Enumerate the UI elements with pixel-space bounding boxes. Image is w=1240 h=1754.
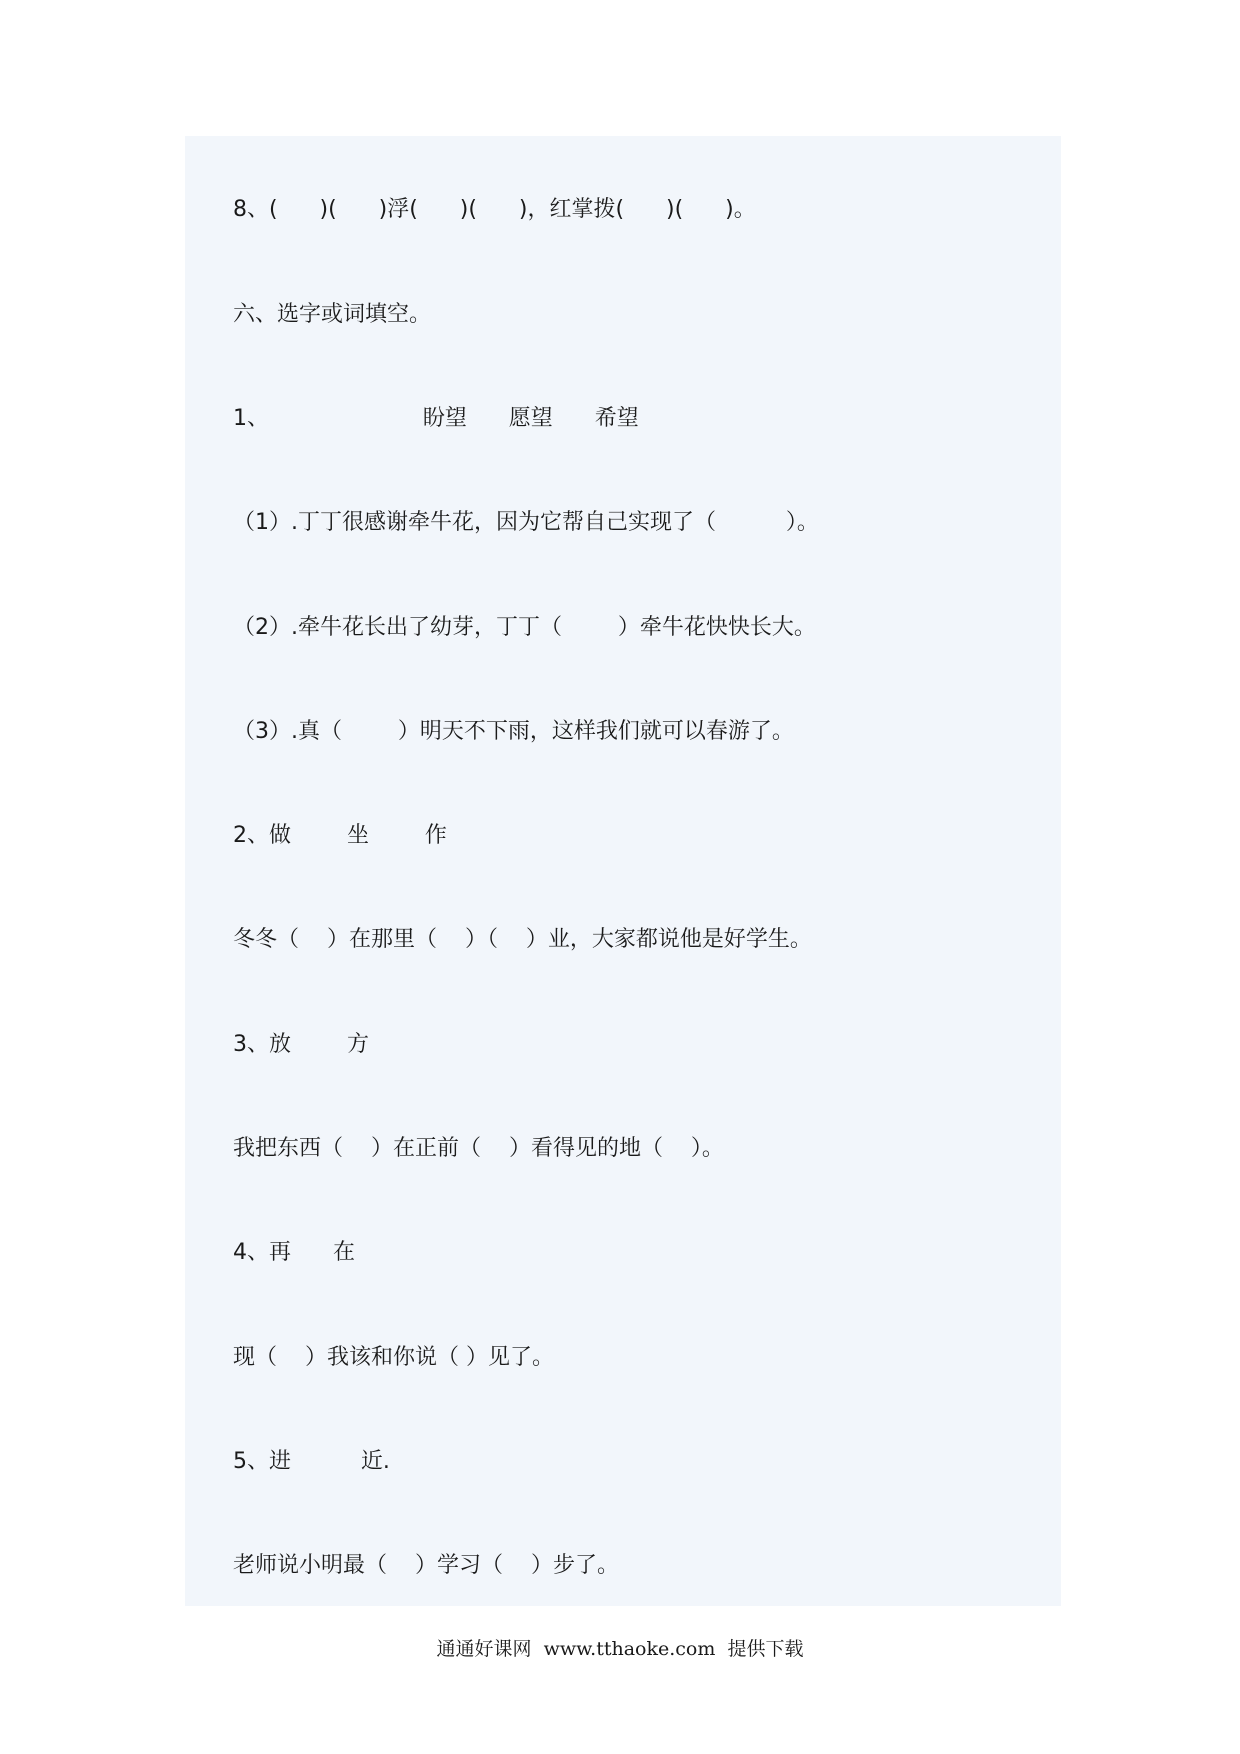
item-2-sentence: 冬冬（ ）在那里（ ）（ ）业，大家都说他是好学生。 <box>233 927 812 952</box>
item-4-sentence: 现（ ）我该和你说（ ）见了。 <box>233 1345 554 1370</box>
item-1-sentence-3: （3）.真（ ）明天不下雨，这样我们就可以春游了。 <box>233 719 794 744</box>
page-footer: 通通好课网 www.tthaoke.com 提供下载 <box>436 1638 804 1660</box>
question-8-line: 8、( )( )浮( )( )，红掌拨( )( )。 <box>233 197 756 222</box>
item-1-word-choices: 1、 盼望 愿望 希望 <box>233 406 639 431</box>
item-4-word-choices: 4、再 在 <box>233 1240 355 1265</box>
item-5-word-choices: 5、进 近. <box>233 1449 390 1474</box>
item-3-sentence: 我把东西（ ）在正前（ ）看得见的地（ ）。 <box>233 1136 724 1161</box>
section-6-heading: 六、选字或词填空。 <box>233 302 432 327</box>
worksheet-panel <box>185 136 1061 1606</box>
item-1-sentence-2: （2）.牵牛花长出了幼芽，丁丁（ ）牵牛花快快长大。 <box>233 615 816 640</box>
item-2-word-choices: 2、做 坐 作 <box>233 823 447 848</box>
item-1-sentence-1: （1）.丁丁很感谢牵牛花，因为它帮自己实现了（ ）。 <box>233 510 819 535</box>
item-3-word-choices: 3、放 方 <box>233 1032 369 1057</box>
item-5-sentence: 老师说小明最（ ）学习（ ）步了。 <box>233 1553 619 1578</box>
